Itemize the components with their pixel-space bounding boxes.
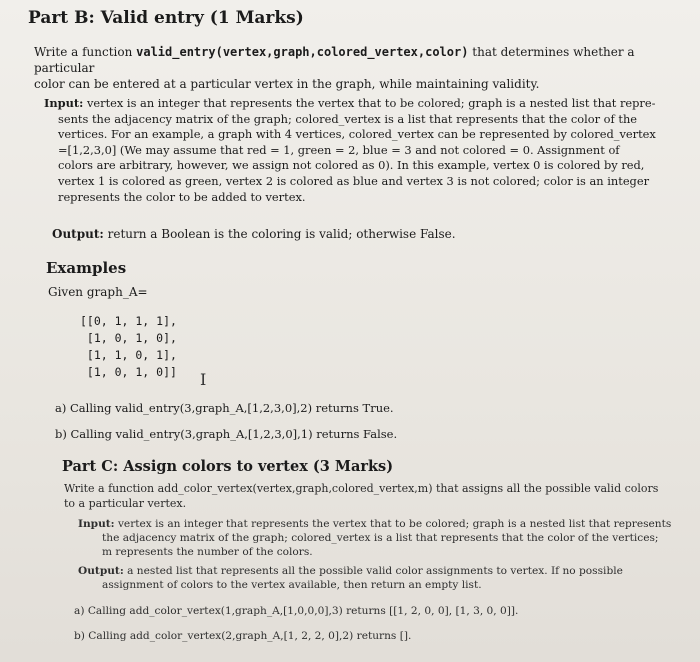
part-b-input-description — [44, 96, 686, 205]
matrix-row: [1, 0, 1, 0], — [80, 331, 177, 345]
part-c-intro — [64, 482, 664, 511]
matrix-row: [1, 1, 0, 1], — [80, 348, 177, 362]
part-c-intro-line2: to a particular vertex. — [64, 496, 187, 510]
example-a: a) Calling valid_entry(3,graph_A,[1,2,3,0],2) returns True. — [55, 401, 394, 415]
matrix-row: [1, 0, 1, 0]] — [80, 365, 177, 379]
input-line: vertices. For an example, a graph with 4 vertices, colored_vertex can be represented by colored_vertex — [58, 127, 656, 142]
part-c-title: Part C: Assign colors to vertex (3 Marks) — [62, 458, 394, 475]
part-c-input-line3: m represents the number of the colors. — [102, 546, 313, 558]
part-b-title: Part B: Valid entry (1 Marks) — [28, 8, 304, 28]
output-label: Output: — [52, 227, 104, 241]
input-line: vertex 1 is colored as green, vertex 2 is colored as blue and vertex 3 is not colored; color is an integer — [58, 173, 650, 188]
intro-suffix: that determines whether a particular — [34, 45, 635, 75]
input-line: sents the adjacency matrix of the graph; colored_vertex is a list that represents that the color of the — [58, 111, 638, 126]
output-text: return a Boolean is the coloring is valid; otherwise False. — [103, 227, 456, 241]
part-b-intro-line2: color can be entered at a particular vertex in the graph, while maintaining validity. — [34, 77, 540, 91]
text-cursor-icon: I — [200, 370, 207, 389]
part-c-input — [78, 517, 678, 559]
input-label: Input: — [44, 96, 84, 110]
example-b: b) Calling valid_entry(3,graph_A,[1,2,3,0],1) returns False. — [55, 427, 398, 441]
part-b-intro — [34, 44, 684, 92]
part-c-output-label: Output: — [78, 565, 124, 577]
part-c-intro-line1: Write a function add_color_vertex(vertex,graph,colored_vertex,m) that assigns all the possible valid colors — [64, 482, 659, 495]
input-line: vertex is an integer that represents the vertex that to be colored; graph is a nested list that repre- — [86, 96, 656, 110]
part-b-intro-line1 — [34, 44, 684, 76]
part-c-output-line2: assignment of colors to the vertex available, then return an empty list. — [102, 579, 482, 591]
input-line: represents the color to be added to vertex. — [58, 189, 306, 204]
part-c-example-b: b) Calling add_color_vertex(2,graph_A,[1, 2, 2, 0],2) returns []. — [74, 630, 412, 642]
given-graph-label: Given graph_A= — [48, 285, 148, 299]
input-line: colors are arbitrary, however, we assign not colored as 0). In this example, vertex 0 is colored by red, — [58, 158, 645, 173]
part-b-output — [52, 227, 456, 241]
adjacency-matrix — [80, 313, 177, 381]
examples-heading: Examples — [46, 259, 127, 277]
part-c-input-line1: vertex is an integer that represents the vertex that to be colored; graph is a nested list that represents — [114, 518, 672, 530]
part-c-output-line1: a nested list that represents all the possible valid color assignments to vertex. If no possible — [123, 565, 623, 577]
part-c-input-label: Input: — [78, 518, 115, 530]
input-line: =[1,2,3,0] (We may assume that red = 1, green = 2, blue = 3 and not colored = 0. Assignment of — [58, 142, 620, 157]
function-signature: valid_entry(vertex,graph,colored_vertex,color) — [136, 45, 469, 59]
intro-prefix: Write a function — [34, 45, 137, 59]
part-c-input-line2: the adjacency matrix of the graph; colored_vertex is a list that represents that the color of the vertices; — [102, 532, 659, 544]
part-c-example-a: a) Calling add_color_vertex(1,graph_A,[1,0,0,0],3) returns [[1, 2, 0, 0], [1, 3, 0, 0]]. — [74, 605, 519, 617]
part-c-output — [78, 564, 678, 592]
matrix-row: [[0, 1, 1, 1], — [80, 314, 177, 328]
